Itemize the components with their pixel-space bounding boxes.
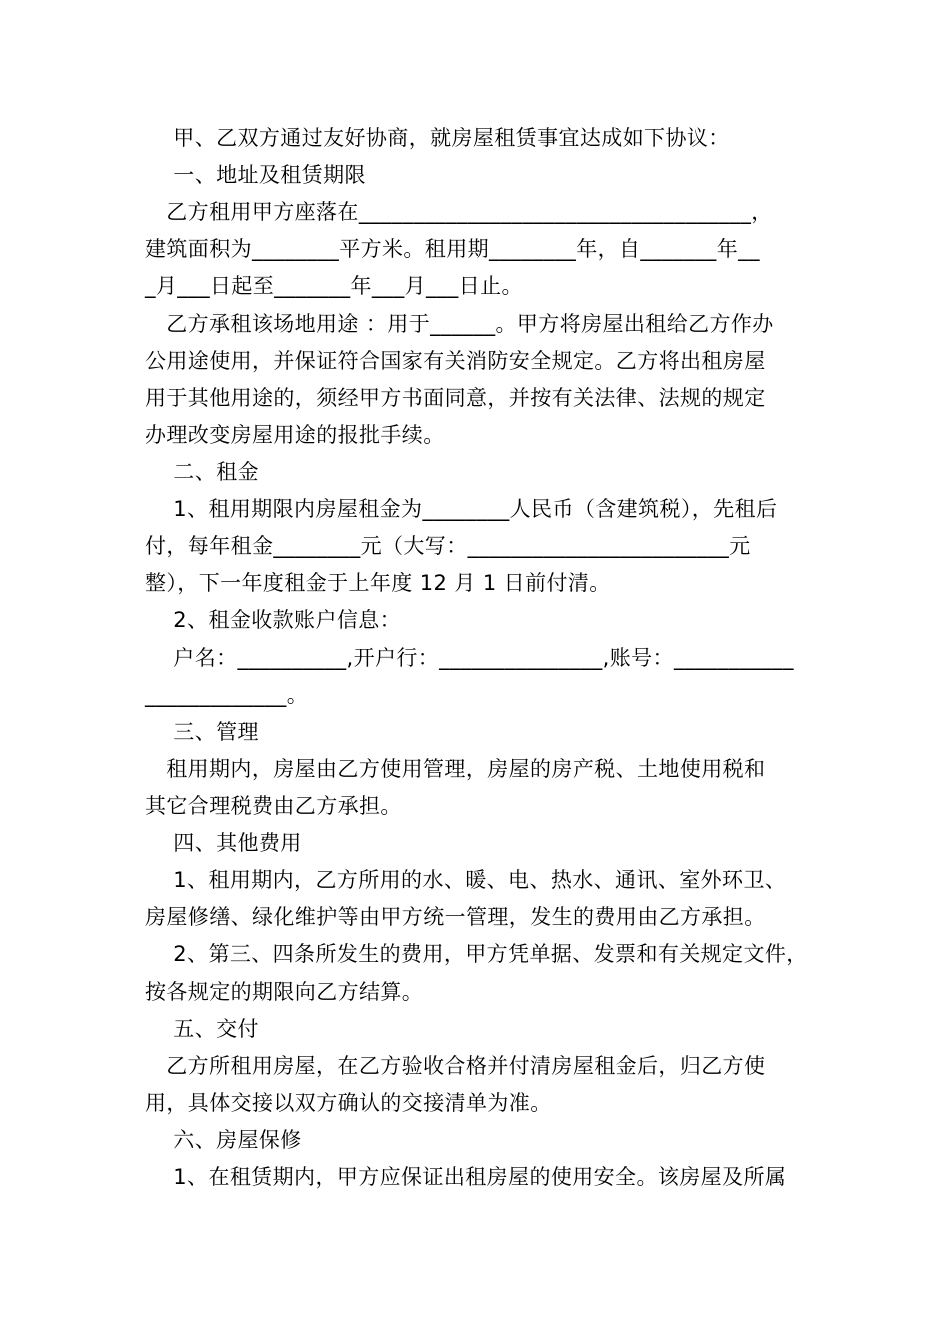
paragraph-line: 其它合理税费由乙方承担。 bbox=[145, 794, 402, 818]
section-heading-5: 五、交付 bbox=[145, 1017, 259, 1041]
section-heading-2: 二、租金 bbox=[145, 460, 259, 484]
paragraph-line: 办理改变房屋用途的报批手续。 bbox=[145, 423, 445, 447]
intro-paragraph: 甲、乙双方通过友好协商，就房屋租赁事宜达成如下协议： bbox=[145, 126, 730, 150]
section-heading-3: 三、管理 bbox=[145, 720, 259, 744]
section-heading-6: 六、房屋保修 bbox=[145, 1128, 302, 1152]
paragraph-line: 1、租用期限内房屋租金为________人民币（含建筑税），先租后 bbox=[145, 497, 778, 521]
paragraph-line: 2、第三、四条所发生的费用，甲方凭单据、发票和有关规定文件， bbox=[145, 942, 808, 966]
paragraph-line: 整），下一年度租金于上年度 12 月 1 日前付清。 bbox=[145, 571, 611, 595]
paragraph-line: 租用期内，房屋由乙方使用管理，房屋的房产税、土地使用税和 bbox=[145, 757, 766, 781]
paragraph-line: 房屋修缮、绿化维护等由甲方统一管理，发生的费用由乙方承担。 bbox=[145, 905, 766, 929]
paragraph-line: 付，每年租金________元（大写：________________________元 bbox=[145, 534, 751, 558]
paragraph-line: 户名：__________,开户行：_______________,账号：___________ bbox=[145, 646, 794, 670]
paragraph-line: 按各规定的期限向乙方结算。 bbox=[145, 980, 424, 1004]
section-heading-1: 一、地址及租赁期限 bbox=[145, 163, 366, 187]
paragraph-line: 1、租用期内，乙方所用的水、暖、电、热水、通讯、室外环卫、 bbox=[145, 868, 787, 892]
paragraph-line: 建筑面积为________平方米。租用期________年，自_______年__ bbox=[145, 237, 760, 261]
paragraph-line: 2、租金收款账户信息： bbox=[145, 608, 402, 632]
paragraph-line: 用，具体交接以双方确认的交接清单为准。 bbox=[145, 1091, 552, 1115]
paragraph-line: 乙方所租用房屋，在乙方验收合格并付清房屋租金后，归乙方使 bbox=[145, 1054, 766, 1078]
paragraph-line: 公用途使用，并保证符合国家有关消防安全规定。乙方将出租房屋 bbox=[145, 349, 766, 373]
paragraph-line: 1、在租赁期内，甲方应保证出租房屋的使用安全。该房屋及所属 bbox=[145, 1165, 787, 1189]
paragraph-line: _____________。 bbox=[145, 683, 309, 707]
section-heading-4: 四、其他费用 bbox=[145, 831, 302, 855]
paragraph-line: 乙方租用甲方座落在____________________________________， bbox=[145, 200, 773, 224]
paragraph-line: 用于其他用途的，须经甲方书面同意，并按有关法律、法规的规定 bbox=[145, 386, 766, 410]
paragraph-line: _月___日起至_______年___月___日止。 bbox=[145, 274, 523, 298]
paragraph-line: 乙方承租该场地用途 ：用于______。甲方将房屋出租给乙方作办 bbox=[145, 312, 774, 336]
